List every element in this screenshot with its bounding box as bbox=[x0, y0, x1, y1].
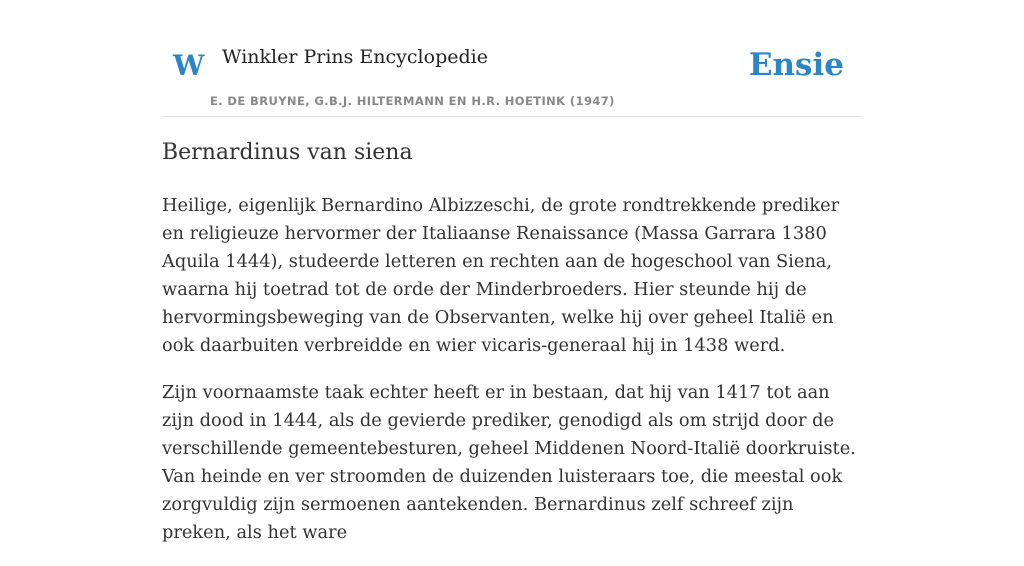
site-header bbox=[162, 0, 862, 117]
paragraph: Heilige, eigenlijk Bernardino Albizzeschi, de grote rondtrekkende prediker en religieuze hervormer der Italiaanse Renaissance (Massa Garrara 1380 Aquila 1444), studeerde letteren en rechten aan de hogeschool van Siena, waarna hij toetrad tot de orde der Minderbroeders. Hier steunde hij de hervormingsbeweging van de Observanten, welke hij over geheel Italië en ook daarbuiten verbreidde en wier vicaris-generaal hij in 1438 werd. bbox=[162, 195, 840, 356]
brand-logo[interactable]: Ensie bbox=[748, 47, 844, 83]
encyclopedia-title[interactable]: Winkler Prins Encyclopedie bbox=[222, 46, 488, 68]
site-logo[interactable]: W bbox=[173, 49, 205, 82]
authors-line: E. DE BRUYNE, G.B.J. HILTERMANN EN H.R. HOETINK (1947) bbox=[210, 94, 615, 108]
article-title: Bernardinus van siena bbox=[162, 140, 413, 165]
paragraph: Zijn voornaamste taak echter heeft er in bestaan, dat hij van 1417 tot aan zijn dood in 1444, als de gevierde prediker, genodigd als om strijd door de verschillende gemeentebesturen, geheel Middenen Noord-Italië doorkruiste. Van heinde en ver stroomden de duizenden luisteraars toe, die meestal ook zorgvuldig zijn sermoenen aantekenden. Bernardinus zelf schreef zijn preken, als het ware bbox=[162, 382, 856, 543]
article-body bbox=[162, 192, 862, 566]
